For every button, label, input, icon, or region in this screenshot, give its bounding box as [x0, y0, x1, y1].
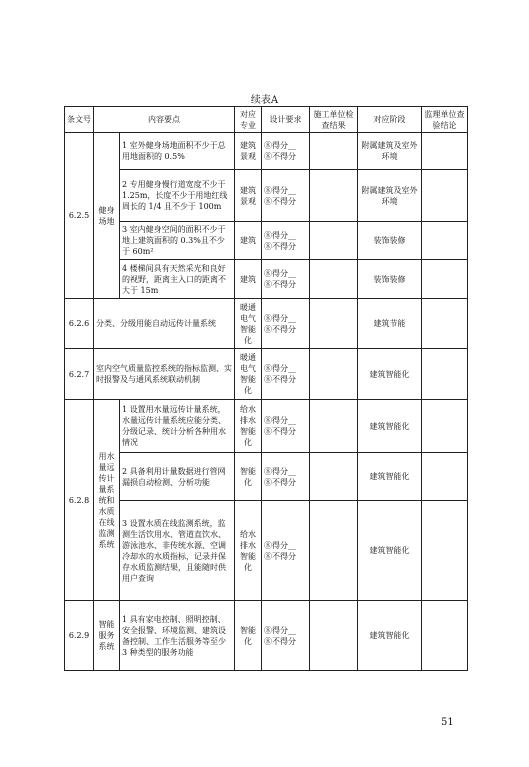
- construction-cell: [310, 453, 358, 501]
- requirement-cell: [262, 222, 310, 260]
- content-cell: 1 设置用水量远传计量系统，水量远传计量系统应能分类、分级记录、统计分析各种用水情况: [120, 400, 235, 453]
- noscore-option: ⑧不得分: [264, 241, 296, 251]
- requirement-cell: [262, 299, 310, 349]
- discipline-cell: 建筑: [235, 222, 262, 260]
- noscore-option: ⑧不得分: [264, 636, 296, 646]
- score-option: ⑧得分__: [264, 416, 296, 425]
- clause-cell: 6.2.5: [65, 133, 94, 299]
- noscore-option: ⑧不得分: [264, 280, 296, 289]
- construction-cell: [310, 133, 358, 170]
- construction-cell: [310, 400, 358, 453]
- stage-cell: 建筑智能化: [358, 453, 422, 501]
- header-construction: 施工单位检查结果: [310, 107, 358, 133]
- requirement-cell: [262, 133, 310, 170]
- stage-cell: 建筑节能: [358, 299, 422, 349]
- score-option: ⑧得分__: [264, 466, 296, 476]
- requirement-cell: [262, 349, 310, 400]
- stage-cell: 建筑智能化: [358, 601, 422, 671]
- header-supervision: 监理单位查验结论: [422, 107, 468, 133]
- construction-cell: [310, 260, 358, 299]
- construction-cell: [310, 501, 358, 601]
- content-cell: 1 具有家电控制、照明控制、安全报警、环境监测、建筑设备控制、工作生活服务等至少 3 种类型的服务功能: [120, 601, 235, 671]
- supervision-cell: [422, 133, 468, 170]
- requirement-cell: [262, 601, 310, 671]
- subject-cell: 智能服务系统: [94, 601, 120, 671]
- stage-cell: 附属建筑及室外环境: [358, 170, 422, 222]
- requirement-cell: [262, 501, 310, 601]
- construction-cell: [310, 170, 358, 222]
- content-cell: 4 楼梯间具有天然采光和良好的视野，距离主入口的距离不大于 15m: [120, 260, 235, 299]
- construction-cell: [310, 222, 358, 260]
- noscore-option: ⑧不得分: [264, 427, 296, 436]
- discipline-cell: 建筑景观: [235, 170, 262, 222]
- supervision-cell: [422, 222, 468, 260]
- discipline-cell: 给水排水智能化: [235, 400, 262, 453]
- score-option: ⑧得分__: [264, 540, 296, 550]
- supervision-cell: [422, 349, 468, 400]
- score-option: ⑧得分__: [264, 625, 296, 635]
- requirement-cell: [262, 170, 310, 222]
- score-option: ⑧得分__: [264, 313, 296, 323]
- score-option: ⑧得分__: [264, 364, 296, 373]
- header-row: [65, 107, 468, 133]
- stage-cell: 装饰装修: [358, 222, 422, 260]
- header-content: 内容要点: [94, 107, 235, 133]
- page-number: 51: [441, 717, 454, 728]
- header-stage: 对应阶段: [358, 107, 422, 133]
- stage-cell: 附属建筑及室外环境: [358, 133, 422, 170]
- supervision-cell: [422, 501, 468, 601]
- table-caption: 续表A: [250, 95, 279, 106]
- stage-cell: 装饰装修: [358, 260, 422, 299]
- supervision-cell: [422, 170, 468, 222]
- noscore-option: ⑧不得分: [264, 477, 296, 487]
- content-cell: 分类、分级用能自动远传计量系统: [94, 299, 235, 349]
- noscore-option: ⑧不得分: [264, 375, 296, 384]
- noscore-option: ⑧不得分: [264, 324, 296, 334]
- table-row: [65, 601, 468, 671]
- table-row: [65, 400, 468, 453]
- table-row: [65, 170, 468, 222]
- table-row: [65, 133, 468, 170]
- discipline-cell: 暖通电气智能化: [235, 349, 262, 400]
- supervision-cell: [422, 400, 468, 453]
- table-row: [65, 349, 468, 400]
- supervision-cell: [422, 299, 468, 349]
- content-cell: 室内空气质量监控系统的指标监测、实时报警及与通风系统联动机制: [94, 349, 235, 400]
- requirement-cell: [262, 453, 310, 501]
- stage-cell: 建筑智能化: [358, 349, 422, 400]
- construction-cell: [310, 349, 358, 400]
- stage-cell: 建筑智能化: [358, 501, 422, 601]
- construction-cell: [310, 299, 358, 349]
- content-cell: 3 设置水质在线监测系统，监测生活饮用水、管道直饮水、游泳池水、非传统水源、空调冷却水的水质指标，记录并保存水质监测结果，且能随时供用户查询: [120, 501, 235, 601]
- score-option: ⑧得分__: [264, 141, 296, 150]
- discipline-cell: 暖通电气智能化: [235, 299, 262, 349]
- clause-cell: 6.2.6: [65, 299, 94, 349]
- content-cell: 2 具备利用计量数据进行管网漏损自动检测、分析功能: [120, 453, 235, 501]
- construction-cell: [310, 601, 358, 671]
- noscore-option: ⑧不得分: [264, 196, 296, 206]
- noscore-option: ⑧不得分: [264, 551, 296, 561]
- discipline-cell: 建筑景观: [235, 133, 262, 170]
- header-discipline: 对应专业: [235, 107, 262, 133]
- header-requirement: 设计要求: [262, 107, 310, 133]
- clause-cell: 6.2.8: [65, 400, 94, 601]
- table-row: [65, 299, 468, 349]
- score-option: ⑧得分__: [264, 185, 296, 195]
- requirement-cell: [262, 260, 310, 299]
- table-row: [65, 453, 468, 501]
- clause-cell: 6.2.9: [65, 601, 94, 671]
- header-clause: 条文号: [65, 107, 94, 133]
- supervision-cell: [422, 260, 468, 299]
- supervision-cell: [422, 453, 468, 501]
- supervision-cell: [422, 601, 468, 671]
- content-cell: 2 专用健身慢行道宽度不少于 1.25m，长度不少于用地红线周长的 1/4 且不少于 100m: [120, 170, 235, 222]
- checklist-table: [64, 106, 468, 671]
- stage-cell: 建筑智能化: [358, 400, 422, 453]
- table-row: [65, 501, 468, 601]
- discipline-cell: 建筑: [235, 260, 262, 299]
- score-option: ⑧得分__: [264, 230, 296, 240]
- subject-cell: 用水量远传计量系统和水质在线监测系统: [94, 400, 120, 601]
- discipline-cell: 智能化: [235, 453, 262, 501]
- content-cell: 3 室内健身空间的面积不少于地上建筑面积的 0.3%且不少于 60m²: [120, 222, 235, 260]
- table-row: [65, 260, 468, 299]
- content-cell: 1 室外健身场地面积不少于总用地面积的 0.5%: [120, 133, 235, 170]
- subject-cell: 健身场地: [94, 133, 120, 299]
- score-option: ⑧得分__: [264, 269, 296, 278]
- clause-cell: 6.2.7: [65, 349, 94, 400]
- requirement-cell: [262, 400, 310, 453]
- noscore-option: ⑧不得分: [264, 152, 296, 161]
- discipline-cell: 智能化: [235, 601, 262, 671]
- discipline-cell: 给水排水智能化: [235, 501, 262, 601]
- table-row: [65, 222, 468, 260]
